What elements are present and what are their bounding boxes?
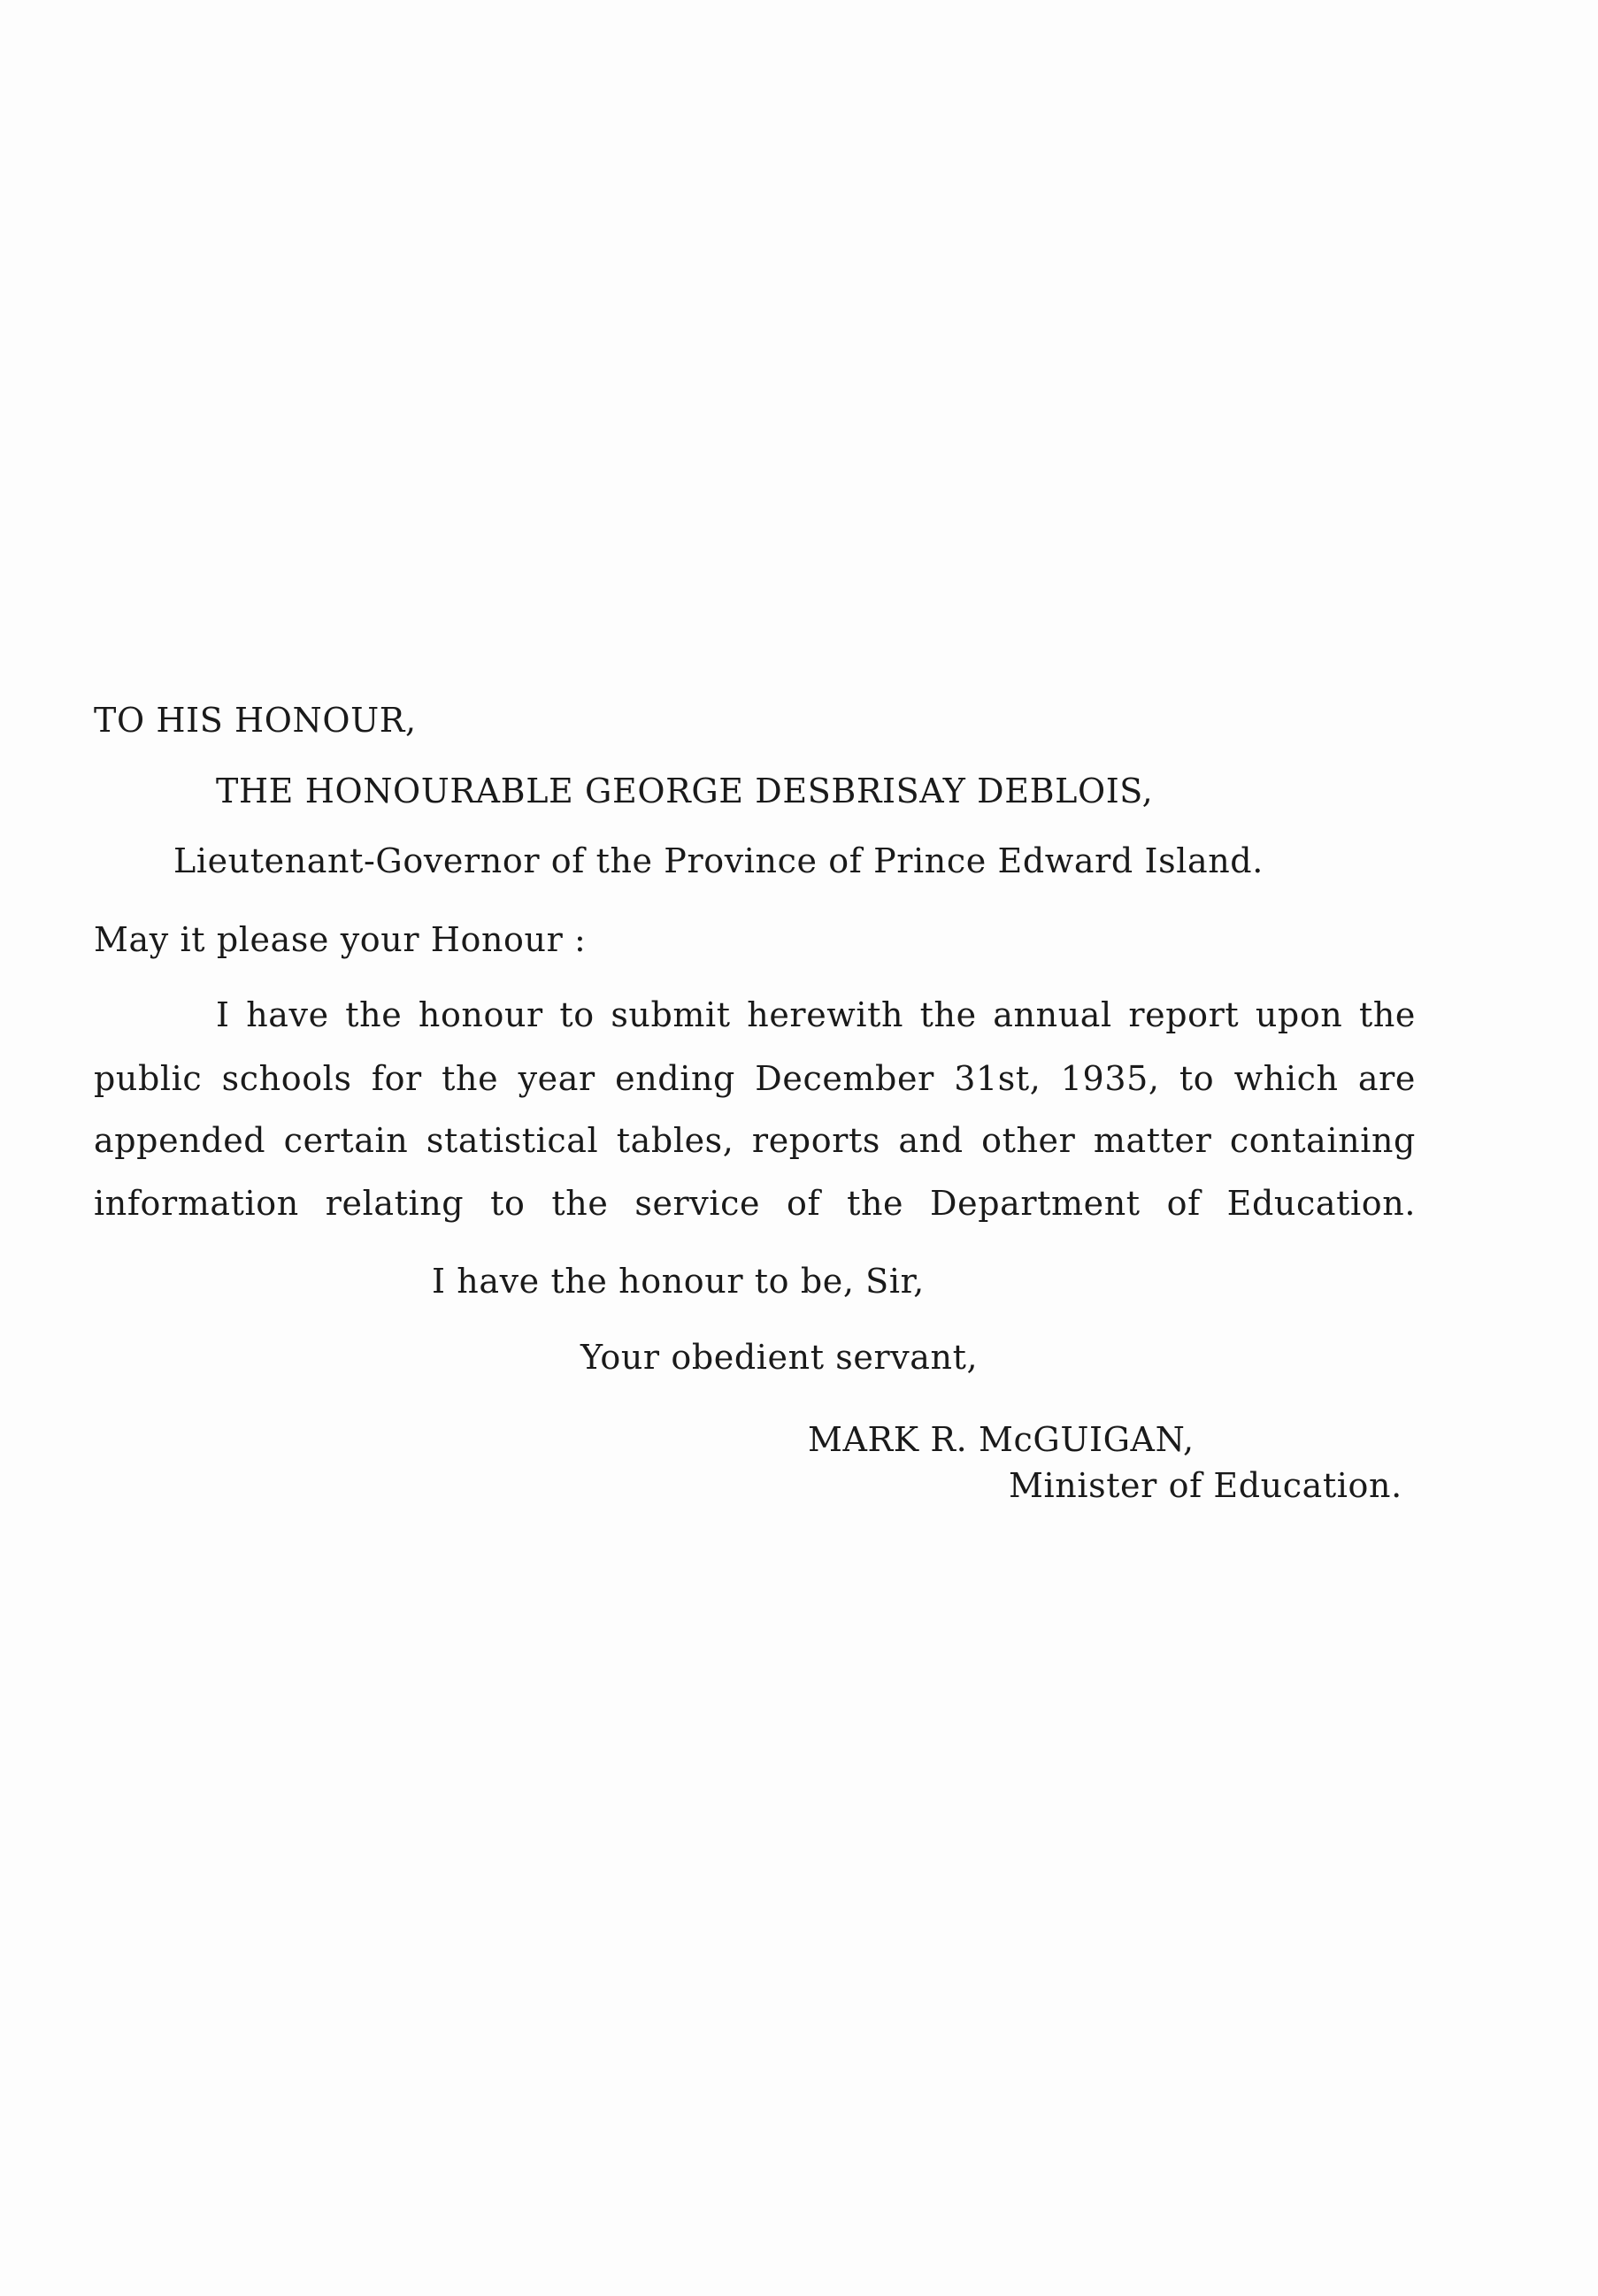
addressee-title: Lieutenant-Governor of the Province of Prince Edward Island. — [173, 841, 1264, 880]
closing-line-2: Your obedient servant, — [580, 1338, 979, 1377]
addressee-name: THE HONOURABLE GEORGE DESBRISAY DEBLOIS, — [216, 772, 1154, 810]
body-line-3: appended certain statistical tables, reports and other matter containing — [94, 1121, 1416, 1160]
body-line-4: information relating to the service of the Department of Education. — [94, 1184, 1416, 1223]
body-line-1: I have the honour to submit herewith the annual report upon the — [216, 995, 1416, 1034]
closing-line-1: I have the honour to be, Sir, — [432, 1262, 925, 1301]
signature-title: Minister of Education. — [1009, 1466, 1402, 1505]
salutation: TO HIS HONOUR, — [94, 701, 417, 740]
body-line-2: public schools for the year ending December 31st, 1935, to which are — [94, 1059, 1416, 1098]
signature-name: MARK R. McGUIGAN, — [808, 1420, 1195, 1459]
greeting: May it please your Honour : — [94, 920, 587, 959]
